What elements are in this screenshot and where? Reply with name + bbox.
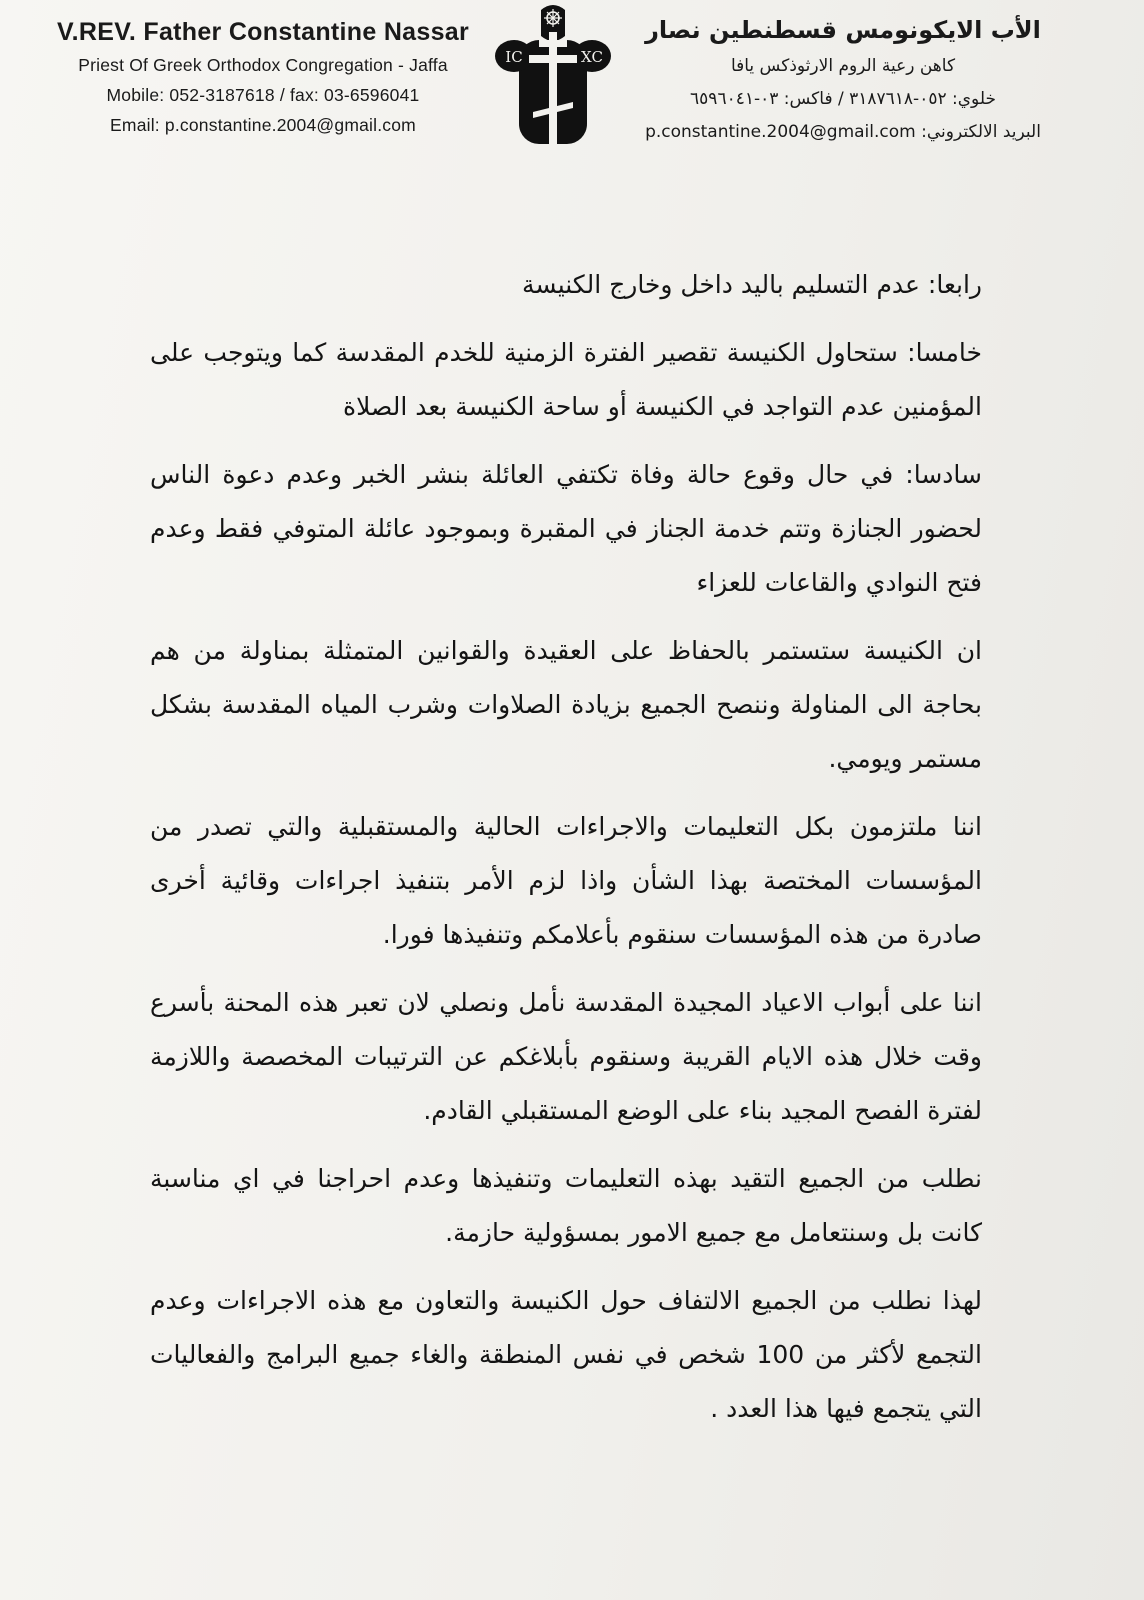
priest-role-ar: كاهن رعية الروم الارثوذكس يافا [730,56,956,76]
email-ar [608,122,1078,142]
letter-body [150,258,982,1450]
emblem-ic-label: IC [505,48,523,66]
emblem-xc-label: XC [581,48,603,66]
email-en: Email: p.constantine.2004@gmail.com [110,115,416,135]
paragraph: اننا على أبواب الاعياد المجيدة المقدسة نأمل ونصلي لان تعبر هذه المحنة بأسرع وقت خلال هذه الايام القريبة وسنقوم بأبلاغكم عن الترتيبات المخصصة واللازمة لفترة الفصح المجيد بناء على الوضع المستقبلي القادم. [150,988,982,1125]
contact-numbers-en: Mobile: 052-3187618 / fax: 03-6596041 [106,85,420,105]
paragraph: لهذا نطلب من الجميع الالتفاف حول الكنيسة والتعاون مع هذه الاجراءات وعدم التجمع لأكثر من 100 شخص في نفس المنطقة والغاء جميع البرامج والفعاليات التي يتجمع فيها هذا العدد . [150,1286,982,1423]
paragraph: اننا ملتزمون بكل التعليمات والاجراءات الحالية والمستقبلية والتي تصدر من المؤسسات المختصة بهذا الشأن واذا لزم الأمر بتنفيذ اجراءات وقائية أخرى صادرة من هذه المؤسسات سنقوم بأعلامكم وتنفيذها فورا. [150,812,982,949]
priest-role-en: Priest Of Greek Orthodox Congregation - Jaffa [78,55,448,75]
cross-icon [493,0,613,160]
paragraph: سادسا: في حال وقوع حالة وفاة تكتفي العائلة بنشر الخبر وعدم دعوة الناس لحضور الجنازة وتتم خدمة الجناز في المقبرة وبموجود عائلة المتوفي فقط وعدم فتح النوادي والقاعات للعزاء [150,460,982,597]
priest-name-ar: الأب الايكونومس قسطنطين نصار [645,16,1041,44]
email-address-ar: p.constantine.2004@gmail.com [645,122,916,142]
priest-name-en: V.REV. Father Constantine Nassar [56,18,470,46]
email-label-ar: البريد الالكتروني: [921,122,1041,142]
arabic-letterhead [608,12,1078,142]
paragraph: ان الكنيسة ستستمر بالحفاظ على العقيدة والقوانين المتمثلة بمناولة من هم بحاجة الى المناولة وننصح الجميع بزيادة الصلاوات وشرب المياه المقدسة بشكل مستمر ويومي. [150,636,982,773]
english-letterhead [28,14,498,145]
paragraph: نطلب من الجميع التقيد بهذه التعليمات وتنفيذها وعدم احراجنا في اي مناسبة كانت بل وسنتعامل مع جميع الامور بمسؤولية حازمة. [150,1164,982,1247]
orthodox-cross-emblem [493,0,613,160]
contact-numbers-ar: خلوي: ٠٥٢-٣١٨٧٦١٨ / فاكس: ٠٣-٦٥٩٦٠٤١ [690,89,996,109]
paragraph: خامسا: ستحاول الكنيسة تقصير الفترة الزمنية للخدم المقدسة كما ويتوجب على المؤمنين عدم التواجد في الكنيسة أو ساحة الكنيسة بعد الصلاة [150,338,982,421]
paragraph: رابعا: عدم التسليم باليد داخل وخارج الكنيسة [522,270,982,299]
